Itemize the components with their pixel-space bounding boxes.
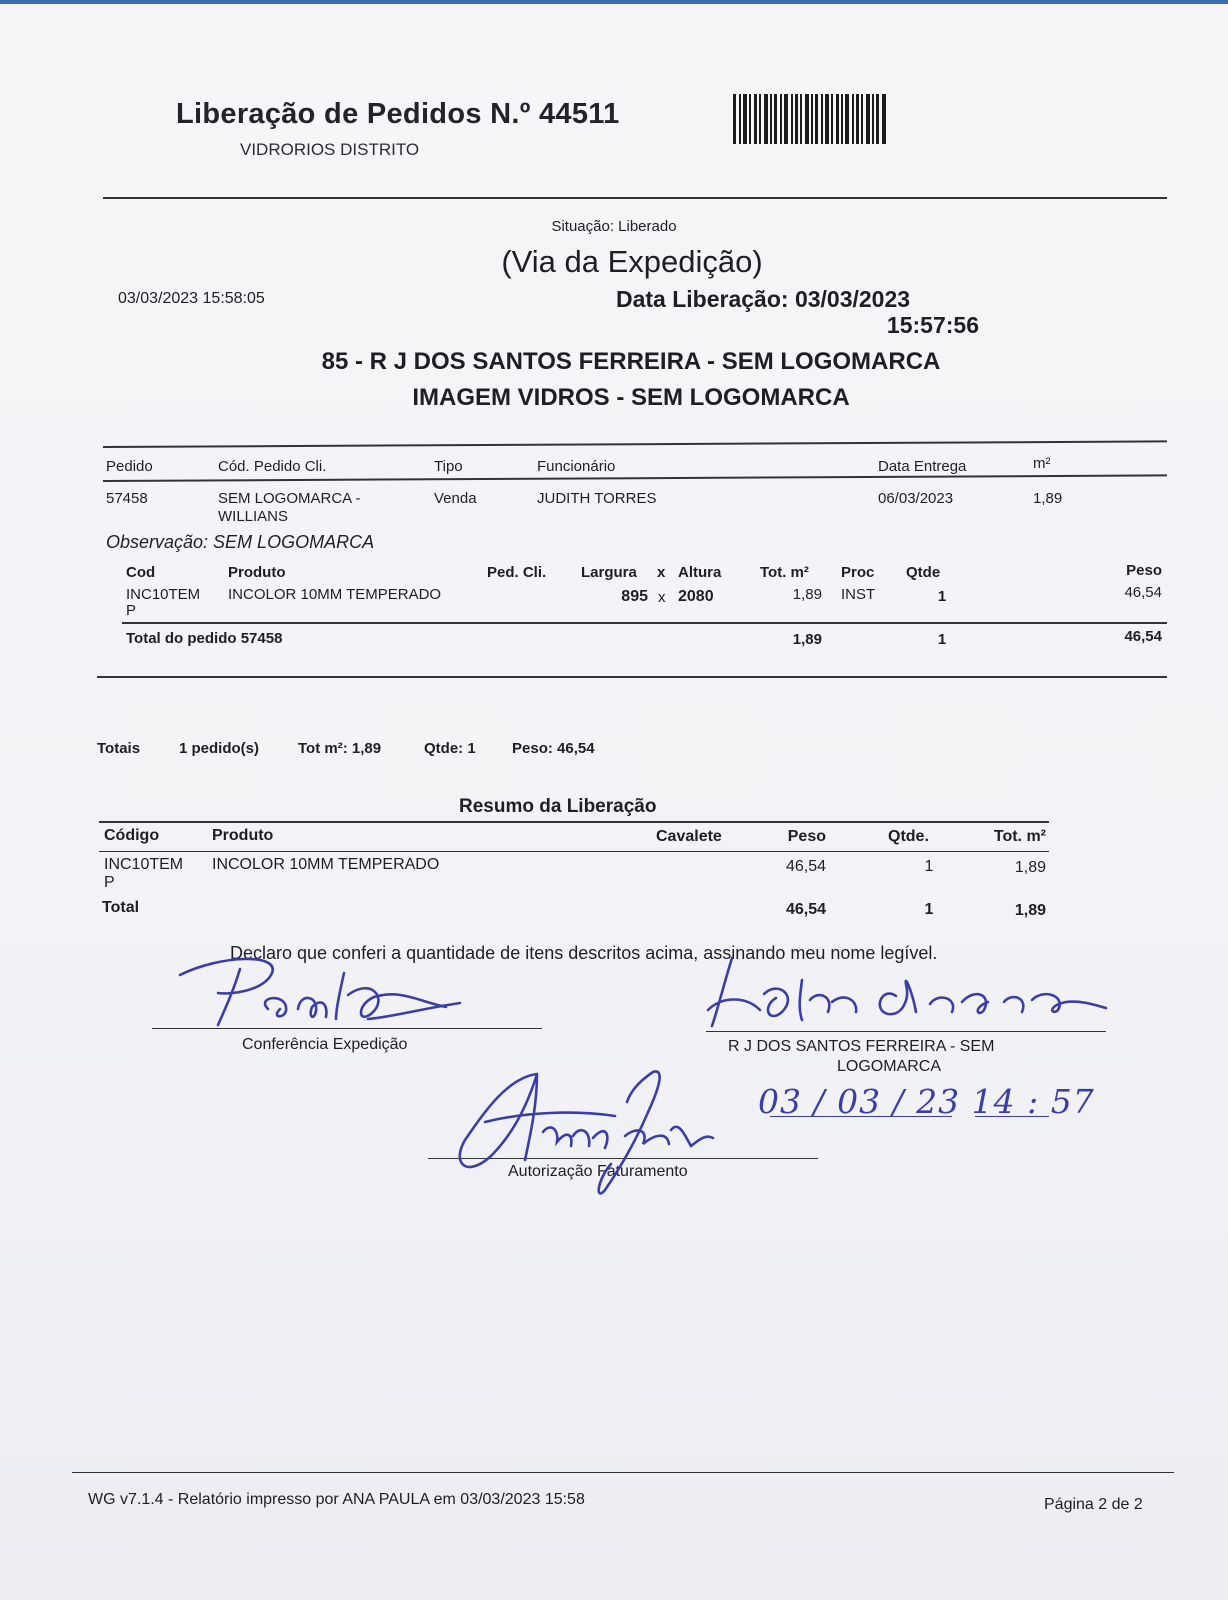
item-header-ped-cli: Ped. Cli.: [487, 564, 547, 581]
order-total-label: Total do pedido 57458: [126, 630, 283, 647]
handwritten-date: 03 / 03 / 23 14 : 57: [758, 1082, 1095, 1121]
order-pedido: 57458: [106, 490, 148, 507]
col-header-pedido: Pedido: [106, 458, 153, 475]
summary-peso: 46,54: [785, 858, 826, 875]
conferencia-label: Conferência Expedição: [242, 1036, 408, 1053]
company-name: VIDRORIOS DISTRITO: [240, 140, 420, 159]
totals-label: Totais: [97, 740, 141, 757]
footer-rule: [72, 1472, 1174, 1473]
summary-tot-m2: 1,89: [1014, 859, 1046, 876]
signature-conferencia: [160, 955, 480, 1035]
barcode: [733, 94, 919, 144]
order-total-m2: 1,89: [792, 631, 822, 648]
summary-total-qtde: 1: [924, 901, 934, 918]
item-header-produto: Produto: [228, 564, 286, 581]
client-signature-name-line2: LOGOMARCA: [837, 1058, 942, 1075]
order-m2: 1,89: [1033, 490, 1063, 507]
totals-peso: Peso: 46,54: [512, 740, 595, 757]
item-header-tot-m2: Tot. m²: [760, 564, 809, 581]
item-header-altura: Altura: [678, 564, 722, 581]
item-qtde: 1: [937, 588, 947, 605]
totals-pedidos: 1 pedido(s): [179, 740, 260, 757]
copy-label: (Via da Expedição): [501, 244, 763, 279]
col-header-m2: m²: [1033, 455, 1051, 472]
client-signature-name-line1: R J DOS SANTOS FERREIRA - SEM: [728, 1038, 995, 1055]
summary-total-tot-m2: 1,89: [1014, 902, 1046, 919]
status-label: Situação: Liberado: [551, 218, 677, 235]
item-header-proc: Proc: [841, 564, 875, 581]
item-peso: 46,54: [1124, 584, 1162, 601]
header-divider: [103, 197, 1167, 199]
item-header-qtde: Qtde: [906, 564, 941, 581]
item-altura: 2080: [678, 588, 714, 605]
footer-printed-by: WG v7.1.4 - Relatório impresso por ANA PAULA em 03/03/2023 15:58: [88, 1491, 585, 1508]
order-funcionario: JUDITH TORRES: [537, 490, 657, 507]
release-time: 15:57:56: [886, 312, 979, 338]
item-header-cod: Cod: [126, 564, 156, 581]
observation: Observação: SEM LOGOMARCA: [106, 532, 375, 552]
declaration-text: Declaro que conferi a quantidade de itens descritos acima, assinando meu nome legível.: [230, 943, 938, 963]
order-data-entrega: 06/03/2023: [878, 490, 954, 507]
client-name-line2: IMAGEM VIDROS - SEM LOGOMARCA: [412, 384, 850, 411]
item-cod-line2: P: [126, 602, 137, 619]
handwritten-date-underline: [770, 1116, 952, 1117]
printed-datetime: 03/03/2023 15:58:05: [118, 290, 265, 307]
order-section-bottom-rule: [97, 676, 1167, 678]
item-cod-line1: INC10TEM: [126, 586, 201, 603]
item-proc: INST: [841, 586, 876, 603]
autorizacao-label: Autorização Faturamento: [508, 1163, 688, 1180]
summary-codigo-line2: P: [104, 874, 115, 891]
order-total-peso: 46,54: [1124, 628, 1162, 645]
items-total-rule: [122, 622, 1167, 624]
summary-header-tot-m2: Tot. m²: [993, 828, 1046, 845]
order-cod-line1: SEM LOGOMARCA -: [218, 490, 361, 507]
item-produto: INCOLOR 10MM TEMPERADO: [228, 586, 442, 603]
item-header-peso: Peso: [1126, 562, 1162, 579]
footer-page-number: Página 2 de 2: [1044, 1496, 1143, 1513]
summary-header-rule: [99, 851, 1049, 852]
item-header-largura: Largura: [581, 564, 637, 581]
order-tipo: Venda: [434, 490, 477, 507]
totals-qtde: Qtde: 1: [424, 740, 476, 757]
item-header-x: x: [657, 564, 666, 581]
col-header-cod-pedido-cli: Cód. Pedido Cli.: [218, 458, 327, 475]
order-cod-line2: WILLIANS: [218, 508, 289, 525]
signature-client: [706, 950, 1116, 1040]
summary-header-cavalete: Cavalete: [656, 828, 722, 845]
summary-header-qtde: Qtde.: [888, 828, 929, 845]
summary-header-peso: Peso: [787, 828, 826, 845]
item-x: x: [658, 589, 666, 606]
summary-title: Resumo da Liberação: [459, 796, 657, 817]
col-header-tipo: Tipo: [434, 458, 463, 475]
col-header-funcionario: Funcionário: [537, 458, 616, 475]
summary-header-codigo: Código: [104, 827, 160, 844]
summary-header-produto: Produto: [212, 827, 274, 844]
summary-total-label: Total: [102, 899, 140, 916]
summary-total-peso: 46,54: [785, 901, 826, 918]
totals-m2: Tot m²: 1,89: [298, 740, 382, 757]
item-largura: 895: [621, 588, 648, 605]
document-title: Liberação de Pedidos N.º 44511: [176, 98, 620, 130]
signature-autorizacao: [455, 1060, 755, 1205]
summary-qtde: 1: [924, 858, 934, 875]
summary-codigo-line1: INC10TEM: [104, 856, 184, 873]
summary-produto: INCOLOR 10MM TEMPERADO: [212, 856, 440, 873]
client-name-line1: 85 - R J DOS SANTOS FERREIRA - SEM LOGOMARCA: [321, 348, 941, 375]
handwritten-time-underline: [975, 1116, 1049, 1117]
release-date: Data Liberação: 03/03/2023: [616, 286, 911, 312]
item-tot-m2: 1,89: [792, 586, 822, 603]
summary-top-rule: [99, 821, 1049, 823]
order-total-qtde: 1: [937, 631, 947, 648]
col-header-data-entrega: Data Entrega: [878, 458, 967, 475]
